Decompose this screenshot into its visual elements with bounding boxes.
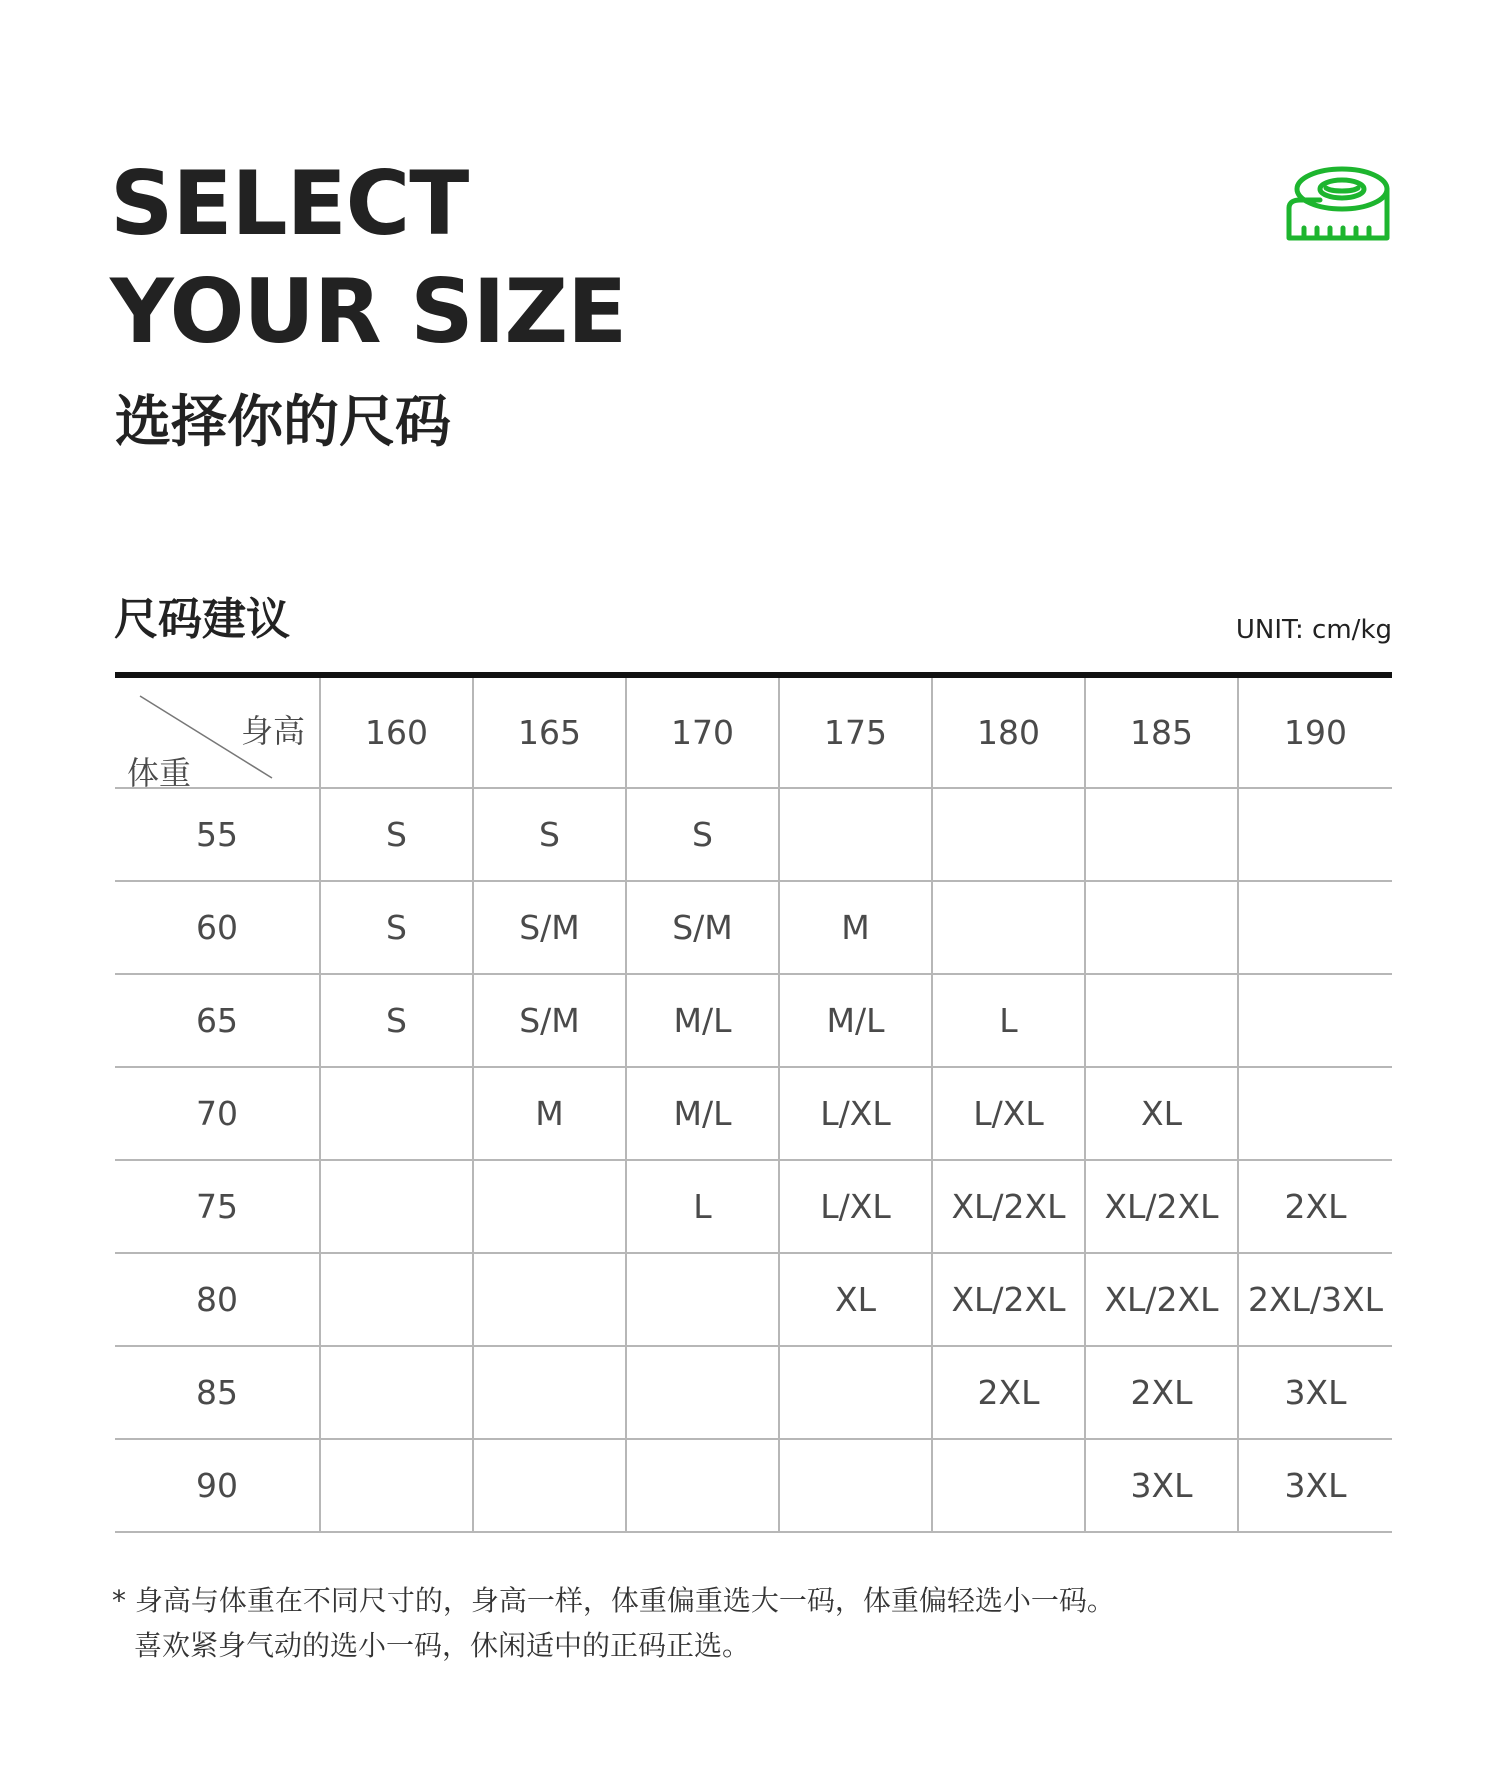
size-cell xyxy=(320,1067,473,1160)
size-cell: L/XL xyxy=(932,1067,1085,1160)
table-row xyxy=(115,1160,1392,1253)
size-cell: 2XL xyxy=(1085,1346,1238,1439)
height-axis-label: 身高 xyxy=(240,712,305,750)
title-line-1: SELECT xyxy=(110,152,469,255)
table-row xyxy=(115,881,1392,974)
weight-cell: 85 xyxy=(115,1346,320,1439)
height-header: 180 xyxy=(932,675,1085,788)
size-cell xyxy=(473,1160,626,1253)
size-cell: XL/2XL xyxy=(1085,1160,1238,1253)
measuring-tape-icon xyxy=(1286,164,1392,250)
size-cell: XL xyxy=(1085,1067,1238,1160)
height-header: 160 xyxy=(320,675,473,788)
weight-cell: 65 xyxy=(115,974,320,1067)
size-cell xyxy=(473,1439,626,1532)
size-cell xyxy=(932,788,1085,881)
size-cell xyxy=(932,1439,1085,1532)
size-cell: S xyxy=(320,788,473,881)
size-cell: M/L xyxy=(626,974,779,1067)
size-cell xyxy=(1238,1067,1392,1160)
size-cell xyxy=(320,1346,473,1439)
size-cell: M xyxy=(473,1067,626,1160)
note-line-2: 喜欢紧身气动的选小一码，休闲适中的正码正选。 xyxy=(134,1629,751,1662)
note-line-1: * 身高与体重在不同尺寸的，身高一样，体重偏重选大一码，体重偏轻选小一码。 xyxy=(112,1584,1115,1617)
size-cell xyxy=(320,1160,473,1253)
size-cell xyxy=(1238,974,1392,1067)
size-cell xyxy=(1085,788,1238,881)
size-cell: M/L xyxy=(779,974,932,1067)
size-cell xyxy=(320,1439,473,1532)
size-cell xyxy=(779,1346,932,1439)
size-cell: S xyxy=(473,788,626,881)
table-row xyxy=(115,1067,1392,1160)
size-cell xyxy=(932,881,1085,974)
size-note xyxy=(112,1578,1115,1668)
size-cell: XL/2XL xyxy=(932,1160,1085,1253)
size-cell xyxy=(1238,881,1392,974)
size-cell: S/M xyxy=(626,881,779,974)
size-cell xyxy=(626,1439,779,1532)
size-cell: L/XL xyxy=(779,1160,932,1253)
weight-cell: 80 xyxy=(115,1253,320,1346)
size-cell: L xyxy=(626,1160,779,1253)
page-title xyxy=(110,150,626,366)
size-cell xyxy=(626,1253,779,1346)
section-label: 尺码建议 xyxy=(114,594,290,645)
height-header: 190 xyxy=(1238,675,1392,788)
size-cell xyxy=(1085,974,1238,1067)
size-cell xyxy=(473,1253,626,1346)
size-table xyxy=(115,672,1392,1533)
size-cell: 2XL xyxy=(1238,1160,1392,1253)
size-cell: XL xyxy=(779,1253,932,1346)
size-cell: S xyxy=(320,881,473,974)
weight-cell: 75 xyxy=(115,1160,320,1253)
size-cell: M/L xyxy=(626,1067,779,1160)
size-cell xyxy=(1085,881,1238,974)
size-table-body xyxy=(115,788,1392,1532)
page-subtitle: 选择你的尺码 xyxy=(115,390,451,455)
height-header: 165 xyxy=(473,675,626,788)
size-cell: 2XL/3XL xyxy=(1238,1253,1392,1346)
height-header: 175 xyxy=(779,675,932,788)
size-cell: 3XL xyxy=(1238,1346,1392,1439)
corner-cell xyxy=(115,675,320,792)
title-line-2: YOUR SIZE xyxy=(110,260,627,363)
weight-axis-label: 体重 xyxy=(127,754,192,792)
size-cell: L/XL xyxy=(779,1067,932,1160)
table-row xyxy=(115,788,1392,881)
size-cell: XL/2XL xyxy=(932,1253,1085,1346)
unit-label: UNIT: cm/kg xyxy=(1235,615,1392,645)
weight-cell: 60 xyxy=(115,881,320,974)
size-cell: S/M xyxy=(473,881,626,974)
size-cell xyxy=(320,1253,473,1346)
size-cell: L xyxy=(932,974,1085,1067)
size-cell: S xyxy=(626,788,779,881)
header-row xyxy=(115,675,1392,788)
size-cell: 3XL xyxy=(1238,1439,1392,1532)
table-row xyxy=(115,1253,1392,1346)
size-cell: S xyxy=(320,974,473,1067)
size-cell xyxy=(1238,788,1392,881)
size-cell xyxy=(779,788,932,881)
size-cell xyxy=(779,1439,932,1532)
height-header: 185 xyxy=(1085,675,1238,788)
table-row xyxy=(115,974,1392,1067)
size-cell xyxy=(626,1346,779,1439)
weight-cell: 70 xyxy=(115,1067,320,1160)
table-row xyxy=(115,1439,1392,1532)
size-cell: 3XL xyxy=(1085,1439,1238,1532)
size-cell: 2XL xyxy=(932,1346,1085,1439)
size-cell xyxy=(473,1346,626,1439)
weight-cell: 55 xyxy=(115,788,320,881)
size-cell: M xyxy=(779,881,932,974)
height-header: 170 xyxy=(626,675,779,788)
weight-cell: 90 xyxy=(115,1439,320,1532)
table-row xyxy=(115,1346,1392,1439)
size-cell: S/M xyxy=(473,974,626,1067)
size-cell: XL/2XL xyxy=(1085,1253,1238,1346)
